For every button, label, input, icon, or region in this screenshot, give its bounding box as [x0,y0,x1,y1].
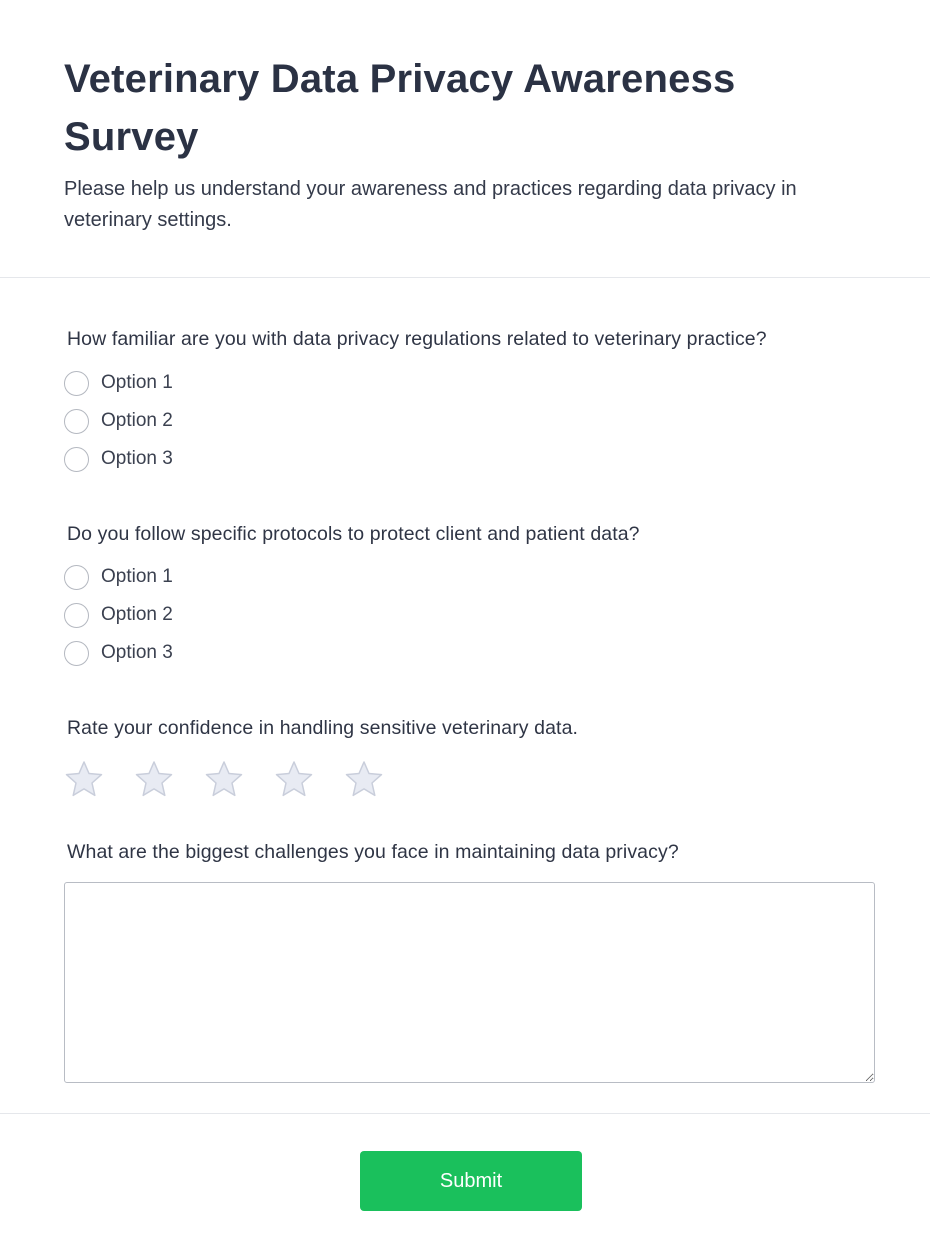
option-label: Option 3 [101,642,173,663]
star-icon[interactable] [134,759,174,799]
submit-button[interactable]: Submit [360,1151,582,1211]
question-2-label: Do you follow specific protocols to protect client and patient data? [67,523,640,545]
survey-subtitle: Please help us understand your awareness and practices regarding data privacy in veterinary settings. [64,178,797,231]
star-icon[interactable] [344,759,384,799]
radio-button[interactable] [64,409,89,434]
star-rating [64,759,384,799]
q2-option-3[interactable] [64,640,173,666]
question-1-label: How familiar are you with data privacy regulations related to veterinary practice? [67,328,767,350]
option-label: Option 2 [101,604,173,625]
radio-button[interactable] [64,371,89,396]
radio-button[interactable] [64,447,89,472]
star-icon[interactable] [274,759,314,799]
option-label: Option 1 [101,566,173,587]
q2-option-2[interactable] [64,602,173,628]
survey-header [0,0,930,278]
q1-option-3[interactable] [64,446,173,472]
question-3-label: Rate your confidence in handling sensitive veterinary data. [67,717,579,739]
footer-divider [0,1113,930,1114]
radio-button[interactable] [64,565,89,590]
q2-option-1[interactable] [64,564,173,590]
option-label: Option 2 [101,410,173,431]
option-label: Option 3 [101,448,173,469]
option-label: Option 1 [101,372,173,393]
radio-button[interactable] [64,641,89,666]
star-icon[interactable] [64,759,104,799]
star-icon[interactable] [204,759,244,799]
q1-option-2[interactable] [64,408,173,434]
q1-option-1[interactable] [64,370,173,396]
challenges-textarea[interactable] [64,882,875,1083]
question-4-label: What are the biggest challenges you face in maintaining data privacy? [67,841,679,863]
radio-button[interactable] [64,603,89,628]
survey-title: Veterinary Data Privacy Awareness Survey [64,57,736,159]
